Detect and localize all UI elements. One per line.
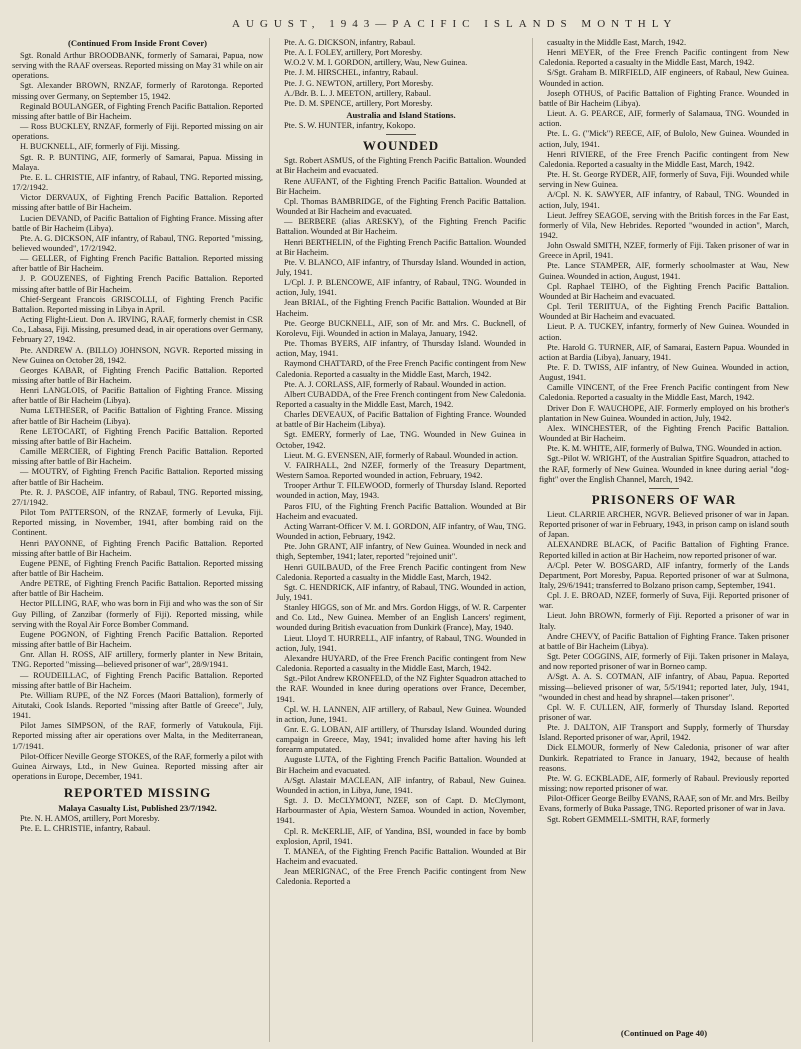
list-entry: Pte. John GRANT, AIF infantry, of New Guinea. Wounded in neck and thigh, September, 1941; later, reported "rejoined unit". [276,542,526,562]
divider [649,488,679,489]
list-entry: — ROUDEILLAC, of Fighting French Pacific Battalion. Reported missing after battle of Bir Hacheim. [12,670,263,690]
list-entry: John Oswald SMITH, NZEF, formerly of Fiji. Taken prisoner of war in Greece in April, 1941. [539,241,789,261]
list-entry: Henri BERTHELIN, of the Fighting French Pacific Battalion. Wounded at Bir Hacheim. [276,237,526,257]
list-entry: Sgt. EMERY, formerly of Lae, TNG. Wounded in New Guinea in October, 1942. [276,430,526,450]
list-entry: Eugene PENE, of Fighting French Pacific Battalion. Reported missing after battle of Bir Hacheim. [12,558,263,578]
list-entry: Chief-Sergeant Francois GRISCOLLI, of Fighting French Pacific Battalion. Reported missing in Libya in April. [12,294,263,314]
list-entry: Alex. WINCHESTER, of the Fighting French Pacific Battalion. Wounded at Bir Hacheim. [539,423,789,444]
list-entry: Lieut. M. G. EVENSEN, AIF, formerly of Rabaul. Wounded in action. [284,450,518,460]
missing-list [12,51,263,782]
list-entry: Alexandre HUYARD, of the Free French Pacific contingent from New Caledonia. Reported a casualty in the Middle East, March, 1942. [276,653,526,674]
list-entry: Pte. A. G. DICKSON, AIF infantry, of Rabaul, TNG. Reported "missing, believed wounded", 17/2/1942. [12,233,263,253]
list-entry: Sgt. Ronald Arthur BROODBANK, formerly of Samarai, Papua, now serving with the RAAF overseas. Reported missing on May 31 while on air operations. [12,51,263,81]
list-entry: Driver Don F. WAUCHOPE, AIF. Formerly employed on his brother's plantation in New Guinea. Wounded in action, July, 1942. [539,403,789,423]
list-entry: Cpl. J. E. BROAD, NZEF, formerly of Suva, Fiji. Reported prisoner of war. [539,591,789,611]
list-entry: Gnr. Allan H. ROSS, AIF artillery, formerly planter in New Britain, TNG. Reported "missing—believed prisoner of war", 28/9/1941. [12,650,263,670]
list-entry: — Ross BUCKLEY, RNZAF, formerly of Fiji. Reported missing on air operations. [12,122,263,142]
list-entry: Gnr. E. G. LOBAN, AIF artillery, of Thursday Island. Wounded during campaign in Greece, May, 1941; invalided home after having his left forearm amputated. [276,725,526,755]
list-entry: Pte. L. G. ("Mick") REECE, AIF, of Bulolo, New Guinea. Wounded in action, July, 1941. [539,129,789,149]
list-entry: Lieut. A. G. PEARCE, AIF, formerly of Salamaua, TNG. Wounded in action. [539,109,789,129]
list-entry: Sgt. Peter COGGINS, AIF, formerly of Fiji. Taken prisoner in Malaya, and now reported prisoner of war in Borneo camp. [539,652,789,672]
list-entry: T. MANEA, of the Fighting French Pacific Battalion. Wounded at Bir Hacheim and evacuated. [276,846,526,867]
list-entry: Pte. V. BLANCO, AIF infantry, of Thursday Island. Wounded in action, July, 1941. [276,257,526,277]
list-entry: Trooper Arthur T. FILEWOOD, formerly of Thursday Island. Reported wounded in action, May, 1943. [276,481,526,501]
list-entry: Pte. S. W. HUNTER, infantry, Kokopo. [284,121,416,131]
running-head: AUGUST, 1943—PACIFIC ISLANDS MONTHLY [232,18,678,30]
list-entry: Stanley HIGGS, son of Mr. and Mrs. Gordon Higgs, of W. R. Carpenter and Co. Ltd., New Guinea. Member of an English Lancers' regiment, wounded during British evacuation from Dunkirk (France), May, 1940. [276,603,526,633]
list-entry: Pte. A. G. DICKSON, infantry, Rabaul. [284,38,416,47]
list-entry: Henri RIVIERE, of the Free French Pacific contingent from New Caledonia. Reported a casualty in the Middle East, March, 1942. [539,149,789,169]
list-entry: Pte. J. G. NEWTON, artillery, Port Moresby. [284,78,434,88]
list-entry: W.O.2 V. M. I. GORDON, artillery, Wau, New Guinea. [284,58,468,68]
subheading-malaya-list: Malaya Casualty List, Published 23/7/1942. [58,803,217,814]
island-stations-list [276,121,526,131]
subheading-island-stations: Australia and Island Stations. [346,110,456,121]
list-entry: Cpl. W. H. LANNEN, AIF artillery, of Rabaul, New Guinea. Wounded in action, June, 1941. [276,704,526,724]
list-entry: Raymond CHATTARD, of the Free French Pacific contingent from New Caledonia. Reported a casualty in the Middle East, March, 1942. [276,359,526,379]
divider [386,134,416,135]
list-entry: Camille MERCIER, of Fighting French Pacific Battalion. Reported missing after battle of Bir Hacheim. [12,447,263,467]
list-entry: A./Bdr. B. L. J. MEETON, artillery, Rabaul. [284,88,431,98]
malaya-list-cont [276,38,526,109]
list-entry: Eugene POGNON, of Fighting French Pacific Battalion. Reported missing after battle of Bir Hacheim. [12,629,263,650]
list-entry: Pilot James SIMPSON, of the RAF, formerly of Vatukoula, Fiji. Reported missing after air operations over Malta, in the Mediterranean, 1/7/1941. [12,721,263,751]
list-entry: Lieut. Jeffrey SEAGOE, serving with the British forces in the Far East, formerly of Vila, New Hebrides. Reported "wounded in action", March, 1942. [539,210,789,240]
list-entry: Pte. Thomas BYERS, AIF infantry, of Thursday Island. Wounded in action, May, 1941. [276,339,526,359]
continued-footer: (Continued on Page 40) [620,1028,708,1038]
list-entry: Jean MERIGNAC, of the Free French Pacific contingent from New Caledonia. Reported a [276,867,526,887]
list-entry: Cpl. R. McKERLIE, AIF, of Yandina, BSI, wounded in face by bomb explosion, April, 1941. [276,826,526,846]
list-entry: — BERBERE (alias ARESKY), of the Fighting French Pacific Battalion. Wounded at Bir Hacheim. [276,217,526,237]
list-entry: Joseph OTHUS, of Pacific Battalion of Fighting France. Wounded in battle of Bir Hacheim (Libya). [539,88,789,108]
list-entry: Pte. F. D. TWISS, AIF infantry, of New Guinea. Wounded in action, August, 1941. [539,363,789,383]
list-entry: Hector PILLING, RAF, who was born in Fiji and who was the son of Sir Guy Pilling, of Zanzibar (formerly of Fiji). Reported missing, while serving with the Royal Air Force Bomber Command. [12,599,263,629]
list-entry: Henri MEYER, of the Free French Pacific contingent from New Caledonia. Reported a casualty in the Middle East, March, 1942. [539,48,789,68]
list-entry: Pte. W. G. ECKBLADE, AIF, formerly of Rabaul. Previously reported missing; now reported prisoner of war. [539,773,789,794]
list-entry: Dick ELMOUR, formerly of New Caledonia, prisoner of war after Dunkirk. Repatriated to France in January, 1942, because of health reasons. [539,743,789,773]
list-entry: Pte. H. St. George RYDER, AIF, formerly of Suva, Fiji. Wounded while serving in New Guinea. [539,170,789,190]
continued-note: (Continued From Inside Front Cover) [67,38,208,48]
list-entry: Pilot-Officer George Beilby EVANS, RAAF, son of Mr. and Mrs. Beilby Evans, formerly of Buka Passage, TNG. Reported prisoner of war in Java. [539,794,789,814]
list-entry: Numa LETHESER, of Pacific Battalion of Fighting France. Missing after battle of Bir Hacheim (Libya). [12,406,263,426]
list-entry: — MOUTRY, of Fighting French Pacific Battalion. Reported missing after battle of Bir Hacheim. [12,467,263,487]
list-entry: V. FAIRHALL, 2nd NZEF, formerly of the Treasury Department, Western Samoa. Reported wounded in action, February, 1942. [276,460,526,481]
malaya-list [12,814,263,834]
list-entry: Reginald BOULANGER, of Fighting French Pacific Battalion. Reported missing after battle of Bir Hacheim. [12,101,263,121]
list-entry: A/Sgt. A. A. S. COTMAN, AIF infantry, of Abau, Papua. Reported missing—believed prisoner of war, 5/5/1941; reported later, July, 1941, "wounded in chest and head by shrapnel—taken prisoner". [539,672,789,702]
list-entry: Lucien DEVAND, of Pacific Battalion of Fighting France. Missing after battle of Bir Hacheim (Libya). [12,213,263,233]
list-entry: Sgt. Robert ASMUS, of the Fighting French Pacific Battalion. Wounded at Bir Hacheim and evacuated. [276,156,526,176]
list-entry: Cpl. Thomas BAMBRIDGE, of the Fighting French Pacific Battalion. Wounded at Bir Hacheim and evacuated. [276,196,526,217]
list-entry: Pte. Lance STAMPER, AIF, formerly schoolmaster at Wau, New Guinea. Wounded in action, August, 1941. [539,261,789,281]
section-heading-wounded: WOUNDED [362,138,440,154]
list-entry: Pte. J. DALTON, AIF Transport and Supply, formerly of Thursday Island. Reported prisoner of war, April, 1942. [539,723,789,743]
section-heading-reported-missing: REPORTED MISSING [63,785,212,801]
list-entry: Pte. N. H. AMOS, artillery, Port Moresby. [20,814,160,824]
list-entry: Pte. J. M. HIRSCHEL, infantry, Rabaul. [284,68,419,78]
list-entry: Cpl. W. F. CULLEN, AIF, formerly of Thursday Island. Reported prisoner of war. [539,702,789,722]
list-entry: H. BUCKNELL, AIF, formerly of Fiji. Missing. [20,142,180,152]
list-entry: casualty in the Middle East, March, 1942. [547,38,687,47]
list-entry: Rene AUFANT, of the Fighting French Pacific Battalion. Wounded at Bir Hacheim. [276,176,526,196]
list-entry: Lieut. P. A. TUCKEY, infantry, formerly of New Guinea. Wounded in action. [539,322,789,342]
wounded-list [276,156,526,887]
list-entry: Camille VINCENT, of the Free French Pacific contingent from New Caledonia. Reported a casualty in the Middle East, March, 1942. [539,383,789,403]
list-entry: Pte. William RUPE, of the NZ Forces (Maori Battalion), formerly of Aitutaki, Cook Islands. Reported "missing after Battle of Greece", July, 1941. [12,690,263,721]
list-entry: Sgt. J. D. McCLYMONT, NZEF, son of Capt. D. McClymont, Harbourmaster of Apia, Western Samoa. Wounded in action, November, 1941. [276,796,526,826]
list-entry: Acting Flight-Lieut. Don A. IRVING, RAAF, formerly chemist in CSR Co., Labasa, Fiji. Missing, presumed dead, in air operations over Germany, February 27, 1942. [12,315,263,345]
list-entry: Sgt.-Pilot W. WRIGHT, of the Australian Spitfire Squadron, attached to the RAF, formerly of New Guinea. Wounded in knee during aerial "dog-fight" over the English Channel, March, 1942. [539,454,789,484]
list-entry: Andre PETRE, of Fighting French Pacific Battalion. Reported missing after battle of Bir Hacheim. [12,579,263,599]
list-entry: Cpl. Raphael TEIHO, of the Fighting French Pacific Battalion. Wounded at Bir Hacheim and evacuated. [539,281,789,301]
list-entry: Lieut. John BROWN, formerly of Fiji. Reported a prisoner of war in Italy. [539,611,789,631]
list-entry: Paros FIU, of the Fighting French Pacific Battalion. Wounded at Bir Hacheim and evacuated. [276,501,526,521]
list-entry: Andre CHEVY, of Pacific Battalion of Fighting France. Taken prisoner at battle of Bir Hacheim (Libya). [539,631,789,651]
list-entry: Albert CUBADDA, of the Free French contingent from New Caledonia. Reported a casualty in the Middle East, March, 1942. [276,389,526,409]
list-entry: Pte. A. I. FOLEY, artillery, Port Moresby. [284,48,423,58]
list-entry: Victor DERVAUX, of Fighting French Pacific Battalion. Reported missing after battle of Bir Hacheim. [12,193,263,213]
list-entry: Pte. George BUCKNELL, AIF, son of Mr. and Mrs. C. Bucknell, of Korolevu, Fiji. Wounded in action in Malaya, January, 1942. [276,318,526,338]
column-1 [6,38,269,1042]
column-2 [269,38,532,1042]
section-heading-prisoners-of-war: PRISONERS OF WAR [591,491,737,507]
list-entry: Cpl. Teril TERIITUA, of the Fighting French Pacific Battalion. Wounded at Bir Hacheim and evacuated. [539,302,789,322]
list-entry: Lieut. Lloyd T. HURRELL, AIF infantry, of Rabaul, TNG. Wounded in action, July, 1941. [276,633,526,653]
list-entry: J. P. GOUZENES, of Fighting French Pacific Battalion. Reported missing after battle of Bir Hacheim. [12,274,263,294]
list-entry: A/Cpl. N. K. SAWYER, AIF infantry, of Rabaul, TNG. Wounded in action, July, 1941. [539,190,789,210]
list-entry: Sgt. Robert GEMMELL-SMITH, RAF, formerly [547,814,710,824]
list-entry: Pte. ANDREW A. (BILLO) JOHNSON, NGVR. Reported missing in New Guinea on October 28, 1942. [12,345,263,365]
list-entry: Jean BRIAL, of the Fighting French Pacific Battalion. Wounded at Bir Hacheim. [276,298,526,318]
list-entry: Acting Warrant-Officer V. M. I. GORDON, AIF infantry, of Wau, TNG. Wounded in action, February, 1942. [276,521,526,542]
list-entry: Sgt. Alexander BROWN, RNZAF, formerly of Rarotonga. Reported missing over Germany, on September 15, 1942. [12,81,263,101]
list-entry: Pte. Harold G. TURNER, AIF, of Samarai, Eastern Papua. Wounded in action at Bardia (Libya), January, 1941. [539,342,789,362]
list-entry: Sgt. R. P. BUNTING, AIF, formerly of Samarai, Papua. Missing in Malaya. [12,152,263,172]
list-entry: Charles DEVEAUX, of Pacific Battalion of Fighting France. Wounded at battle of Bir Hacheim (Libya). [276,410,526,430]
list-entry: Henri GUILBAUD, of the Free French Pacific contingent from New Caledonia. Reported a casualty in the Middle East, March, 1942. [276,562,526,582]
prisoners-list [539,510,789,825]
list-entry: Lieut. CLARRIE ARCHER, NGVR. Believed prisoner of war in Japan. Reported prisoner of war in February, 1943, in prison camp on island south of Japan. [539,509,789,540]
list-entry: S/Sgt. Graham B. MIRFIELD, AIF engineers, of Rabaul, New Guinea. Wounded in action. [539,68,789,88]
list-entry: A/Cpl. Peter W. BOSGARD, AIF infantry, formerly of the Lands Department, Port Moresby, Papua. Reported prisoner of war at Sulmona, Italy, 29/6/1941; transferred to Bolzano prison camp, September, 1941. [539,560,789,590]
list-entry: — GELLER, of Fighting French Pacific Battalion. Reported missing after battle of Bir Hacheim. [12,254,263,274]
list-entry: Pte. K. M. WHITE, AIF, formerly of Bulwa, TNG. Wounded in action. [547,444,782,454]
list-entry: Pte. R. J. PASCOE, AIF infantry, of Rabaul, TNG. Reported missing, 27/1/1942. [12,487,263,507]
list-entry: Auguste LUTA, of the Fighting French Pacific Battalion. Wounded at Bir Hacheim and evacuated. [276,755,526,775]
list-entry: Sgt. C. HENDRICK, AIF infantry, of Rabaul, TNG. Wounded in action, July, 1941. [276,582,526,602]
list-entry: Pte. E. L. CHRISTIE, AIF infantry, of Rabaul, TNG. Reported missing, 17/2/1942. [12,172,263,193]
list-entry: Rene LETOCART, of Fighting French Pacific Battalion. Reported missing after battle of Bir Hacheim. [12,426,263,446]
list-entry: A/Sgt. Alastair MACLEAN, AIF infantry, of Rabaul, New Guinea. Wounded in action, in Libya, June, 1941. [276,775,526,795]
wounded-list-cont [539,38,789,485]
list-entry: Pilot-Officer Neville George STOKES, of the RAF, formerly a pilot with Guinea Airways, Ltd., in New Guinea. Reported missing after air operations in Europe, December, 1941. [12,751,263,782]
columns [6,38,795,1042]
list-entry: Pte. E. L. CHRISTIE, infantry, Rabaul. [20,824,151,834]
list-entry: Pte. D. M. SPENCE, artillery, Port Moresby. [284,98,433,108]
list-entry: Pilot Tom PATTERSON, of the RNZAF, formerly of Levuka, Fiji. Reported missing, in November, 1941, after bombing raid on the Continent. [12,508,263,538]
list-entry: Henri PAYONNE, of Fighting French Pacific Battalion. Reported missing after battle of Bir Hacheim. [12,538,263,558]
list-entry: Henri LANGLOIS, of Pacific Battalion of Fighting France. Missing after battle of Bir Hacheim (Libya). [12,386,263,406]
list-entry: Sgt.-Pilot Andrew KRONFELD, of the NZ Fighter Squadron attached to the RAF. Wounded in knee during operations over France, December, 1941. [276,674,526,704]
list-entry: ALEXANDRE BLACK, of Pacific Battalion of Fighting France. Reported killed in action at Bir Hacheim, now reported prisoner of war. [539,540,789,560]
list-entry: L/Cpl. J. P. BLENCOWE, AIF infantry, of Rabaul, TNG. Wounded in action, July, 1941. [276,278,526,298]
list-entry: Georges KABAR, of Fighting French Pacific Battalion. Reported missing after battle of Bir Hacheim. [12,365,263,385]
list-entry: Pte. A. J. CORLASS, AIF, formerly of Rabaul. Wounded in action. [284,379,506,389]
column-3 [532,38,795,1042]
